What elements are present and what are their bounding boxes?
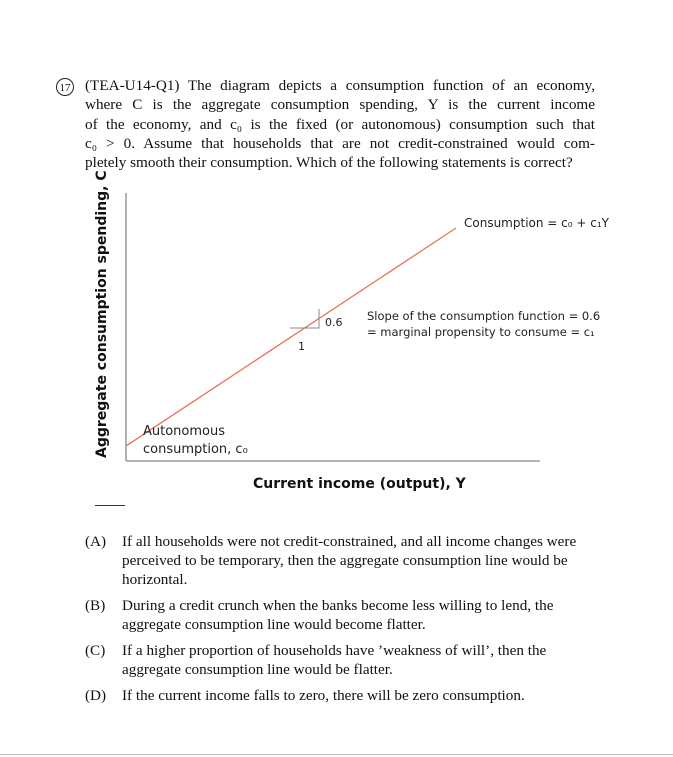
intercept-label-line2: consumption, c₀ [143,442,248,457]
slope-triangle [290,309,319,328]
choice-label: (A) [85,533,107,550]
choice-label: (C) [85,642,106,659]
triangle-run-label: 1 [298,340,305,353]
choice-d[interactable] [85,686,600,705]
consumption-function-label: Consumption = c₀ + c₁Y [464,216,609,230]
x-axis-label: Current income (output), Y [253,476,466,492]
choice-text: If a higher proportion of households have ’weakness of will’, then the aggregate consumption line would be flatter. [122,642,547,678]
slope-annotation-line1: Slope of the consumption function = 0.6 [367,309,601,323]
question-line: pletely smooth their consumption. Which of the following statements is correct? [85,154,573,172]
intercept-label-line1: Autonomous [143,424,226,439]
choice-a[interactable] [85,532,600,589]
question-line: c₀ > 0. Assume that households that are not credit-constrained would com- [85,134,595,152]
separator-rule [95,505,125,506]
y-axis-label: Aggregate consumption spending, C [94,170,110,458]
choice-label: (B) [85,597,106,614]
choice-text: If all households were not credit-constrained, and all income changes were perceived to be temporary, then the aggregate consumption line would be horizontal. [122,533,577,588]
question-line: of the economy, and c₀ is the fixed (or autonomous) consumption such that [85,115,595,133]
question-line: where C is the aggregate consumption spending, Y is the current income [85,96,595,114]
choice-c[interactable] [85,641,600,679]
slope-annotation-line2: = marginal propensity to consume = c₁ [367,325,595,339]
choice-label: (D) [85,687,107,704]
choice-text: If the current income falls to zero, there will be zero consumption. [122,687,525,704]
page-bottom-rule [0,754,673,755]
choice-text: During a credit crunch when the banks become less willing to lend, the aggregate consumption line would become flatter. [122,597,554,633]
choice-b[interactable] [85,596,600,634]
question-line: (TEA-U14-Q1) The diagram depicts a consumption function of an economy, [85,77,595,94]
question-number: 17 [56,78,74,96]
triangle-rise-label: 0.6 [325,316,343,329]
